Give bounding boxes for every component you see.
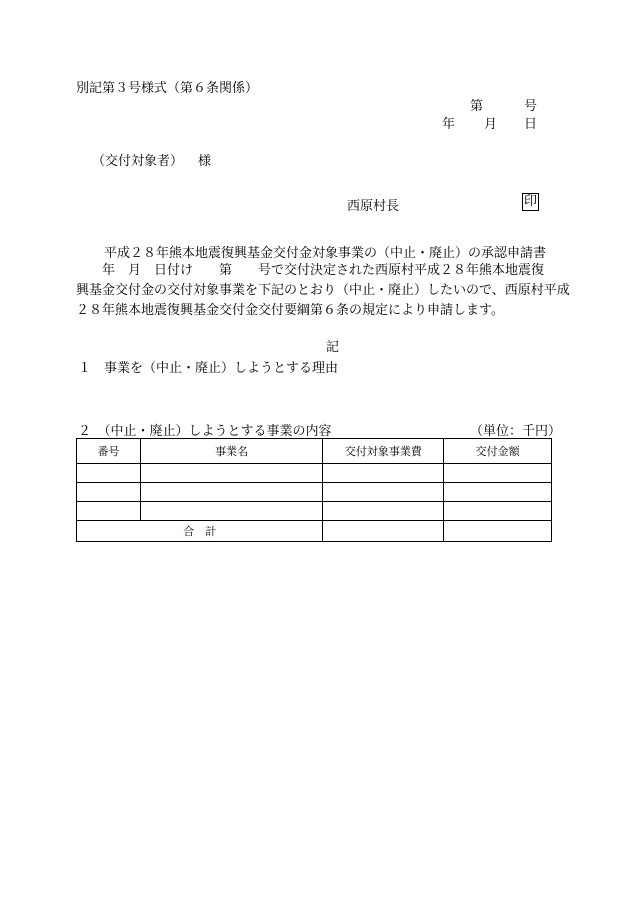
table-cell [77,464,141,483]
table-cell [444,483,552,502]
table-cell [323,502,444,521]
table-cell [444,464,552,483]
section-1-heading: １ 事業を（中止・廃止）しようとする理由 [78,361,339,376]
table-row [77,464,552,483]
total-grant-amount [444,521,552,542]
paragraph-line-2: 興基金交付金の交付対象事業を下記のとおり（中止・廃止）したいので、西原村平成 [76,283,570,298]
ki-heading: 記 [326,340,340,355]
table-cell [77,483,141,502]
col-header-project-name: 事業名 [140,439,323,464]
sender-title: 西原村長 [347,199,400,214]
table-cell [140,483,323,502]
date-month: 月 [484,117,498,132]
col-header-number: 番号 [77,439,141,464]
project-table [76,438,552,542]
table-total-row [77,521,552,542]
total-label: 合 計 [77,521,323,542]
table-row [77,502,552,521]
paragraph-line-1: 年 月 日付け 第 号で交付決定された西原村平成２８年熊本地震復 [76,263,545,278]
seal-mark: 印 [524,194,538,209]
total-eligible-cost [323,521,444,542]
doc-number-go: 号 [524,99,538,114]
date-day: 日 [524,117,538,132]
paragraph-line-3: ２８年熊本地震復興基金交付金交付要綱第６条の規定により申請します。 [76,303,504,318]
date-year: 年 [442,117,456,132]
section-2-heading: ２ （中止・廃止）しようとする事業の内容 [78,424,332,439]
table-cell [323,464,444,483]
table-cell [323,483,444,502]
col-header-eligible-cost: 交付対象事業費 [323,439,444,464]
table-cell [444,502,552,521]
col-header-grant-amount: 交付金額 [444,439,552,464]
form-reference: 別記第３号様式（第６条関係） [76,81,259,96]
table-cell [140,464,323,483]
addressee-honorific: 様 [198,154,212,169]
application-paragraph [76,261,596,321]
doc-number-dai: 第 [470,99,484,114]
addressee-label: （交付対象者） [92,154,184,169]
document-title: 平成２８年熊本地震復興基金交付金対象事業の（中止・廃止）の承認申請書 [104,246,547,261]
table-row [77,483,552,502]
table-cell [77,502,141,521]
table-header-row [77,439,552,464]
unit-label: （単位：千円） [470,424,562,439]
table-cell [140,502,323,521]
